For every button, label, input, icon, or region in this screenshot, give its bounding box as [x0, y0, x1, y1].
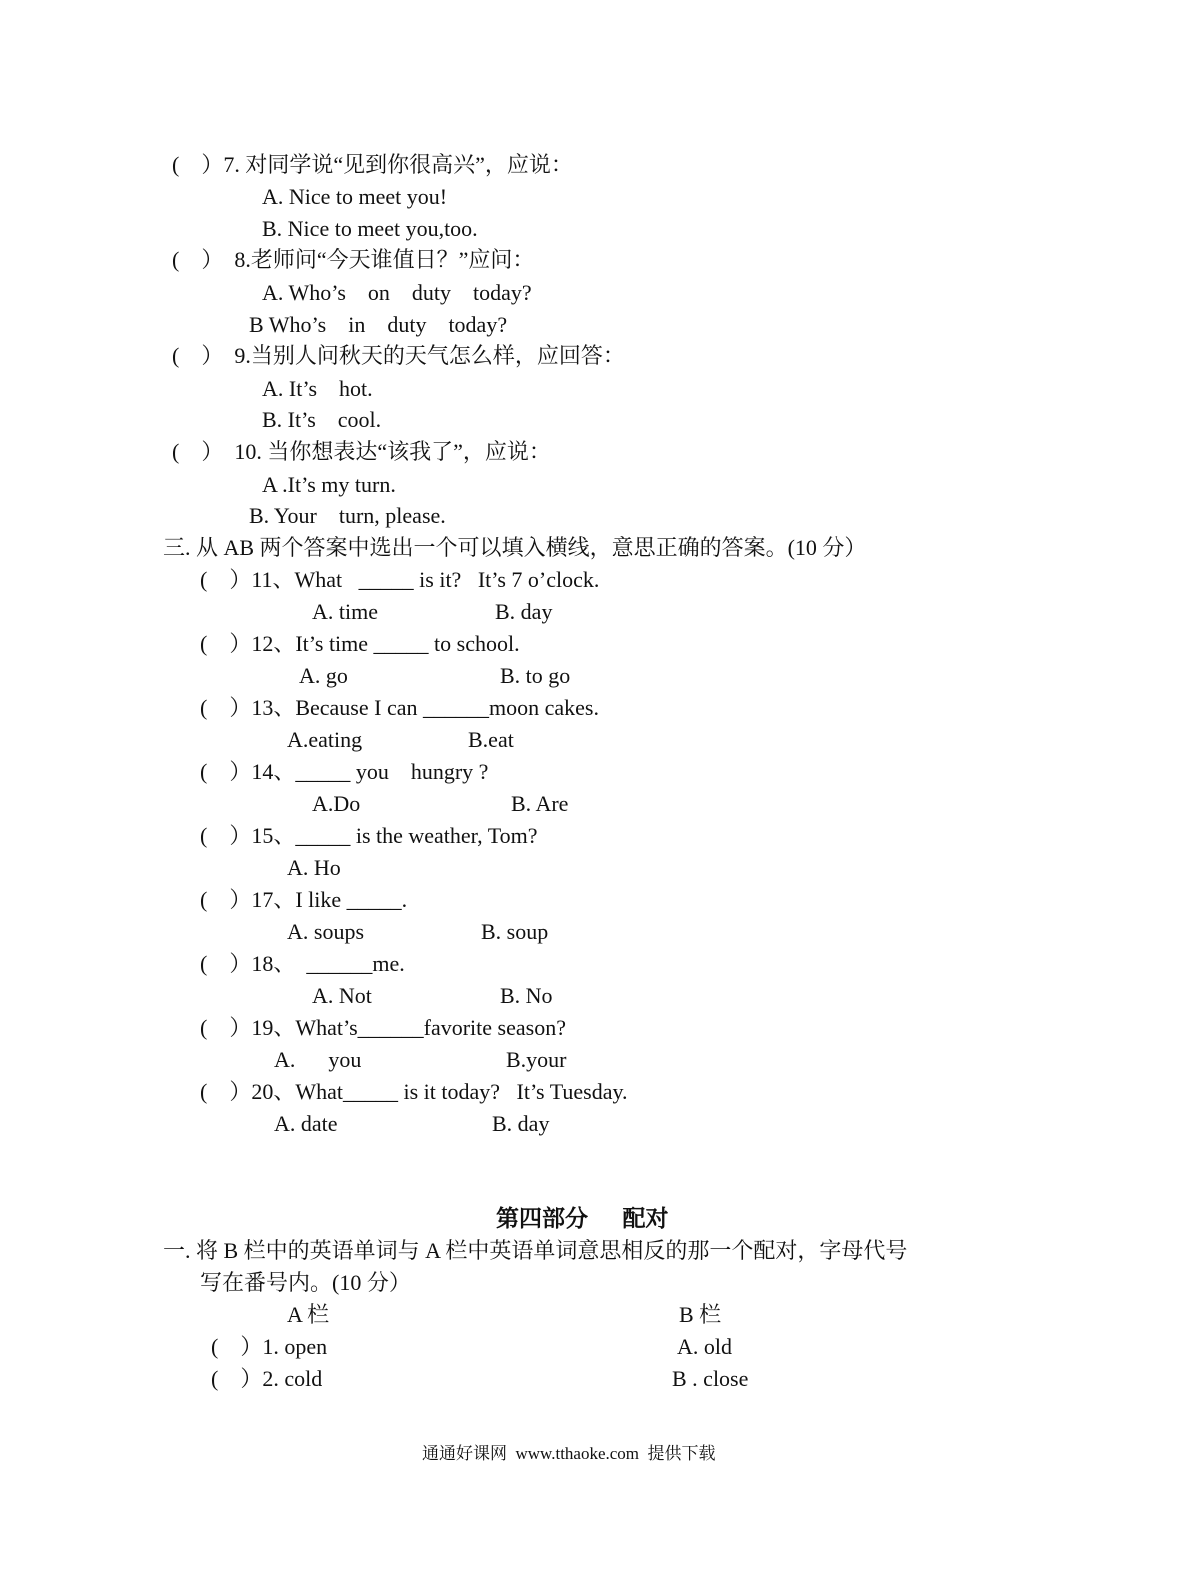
part-4-title: 第四部分 配对 [496, 1206, 669, 1231]
option-7a: A. Nice to meet you! [262, 184, 448, 209]
option-11a: A. time [312, 599, 378, 624]
option-10a: A .It’s my turn. [262, 472, 396, 497]
option-15a: A. Ho [287, 855, 341, 880]
question-8: ( ） 8.老师问“今天谁值日？”应问： [172, 247, 535, 272]
option-8a: A. Who’s on duty today? [262, 280, 532, 305]
question-19: ( ）19、What’s______favorite season? [200, 1015, 566, 1040]
page-footer: 通通好课网 www.tthaoke.com 提供下载 [422, 1444, 716, 1463]
question-10: ( ） 10. 当你想表达“该我了”，应说： [172, 439, 551, 464]
option-11b: B. day [495, 599, 553, 624]
option-17b: B. soup [481, 919, 549, 944]
part-4-heading-line-2: 写在番号内。(10 分） [200, 1270, 411, 1295]
question-20: ( ）20、What_____ is it today? It’s Tuesday. [200, 1079, 628, 1104]
option-20b: B. day [492, 1111, 550, 1136]
question-15: ( ）15、_____ is the weather, Tom? [200, 823, 538, 848]
option-12b: B. to go [500, 663, 571, 688]
part-4-heading-line-1: 一. 将 B 栏中的英语单词与 A 栏中英语单词意思相反的那一个配对，字母代号 [163, 1238, 908, 1263]
question-17: ( ）17、I like _____. [200, 887, 408, 912]
option-20a: A. date [274, 1111, 338, 1136]
option-7b: B. Nice to meet you,too. [262, 216, 478, 241]
option-19a: A. you [274, 1047, 362, 1072]
option-9a: A. It’s hot. [262, 376, 373, 401]
option-8b: B Who’s in duty today? [249, 312, 508, 337]
question-9: ( ） 9.当别人问秋天的天气怎么样，应回答： [172, 343, 625, 368]
match-row-1-b: A. old [677, 1334, 732, 1359]
option-18b: B. No [500, 983, 553, 1008]
question-11: ( ）11、What _____ is it? It’s 7 o’clock. [200, 567, 600, 592]
question-14: ( ）14、_____ you hungry ? [200, 759, 489, 784]
option-19b: B.your [506, 1047, 567, 1072]
option-9b: B. It’s cool. [262, 407, 382, 432]
option-17a: A. soups [287, 919, 365, 944]
match-row-2-b: B . close [672, 1366, 749, 1391]
option-12a: A. go [299, 663, 348, 688]
section-3-heading: 三. 从 AB 两个答案中选出一个可以填入横线，意思正确的答案。(10 分） [163, 535, 867, 560]
question-13: ( ）13、Because I can ______moon cakes. [200, 695, 599, 720]
column-b-header: B 栏 [679, 1302, 722, 1327]
option-10b: B. Your turn, please. [249, 503, 446, 528]
question-12: ( ）12、It’s time _____ to school. [200, 631, 520, 656]
option-14b: B. Are [511, 791, 569, 816]
option-18a: A. Not [312, 983, 372, 1008]
match-row-1-a: ( ）1. open [211, 1334, 328, 1359]
question-7: ( ）7. 对同学说“见到你很高兴”，应说： [172, 152, 573, 177]
option-13a: A.eating [287, 727, 363, 752]
question-18: ( ）18、 ______me. [200, 951, 405, 976]
option-14a: A.Do [312, 791, 361, 816]
option-13b: B.eat [468, 727, 514, 752]
column-a-header: A 栏 [287, 1302, 330, 1327]
match-row-2-a: ( ）2. cold [211, 1366, 323, 1391]
